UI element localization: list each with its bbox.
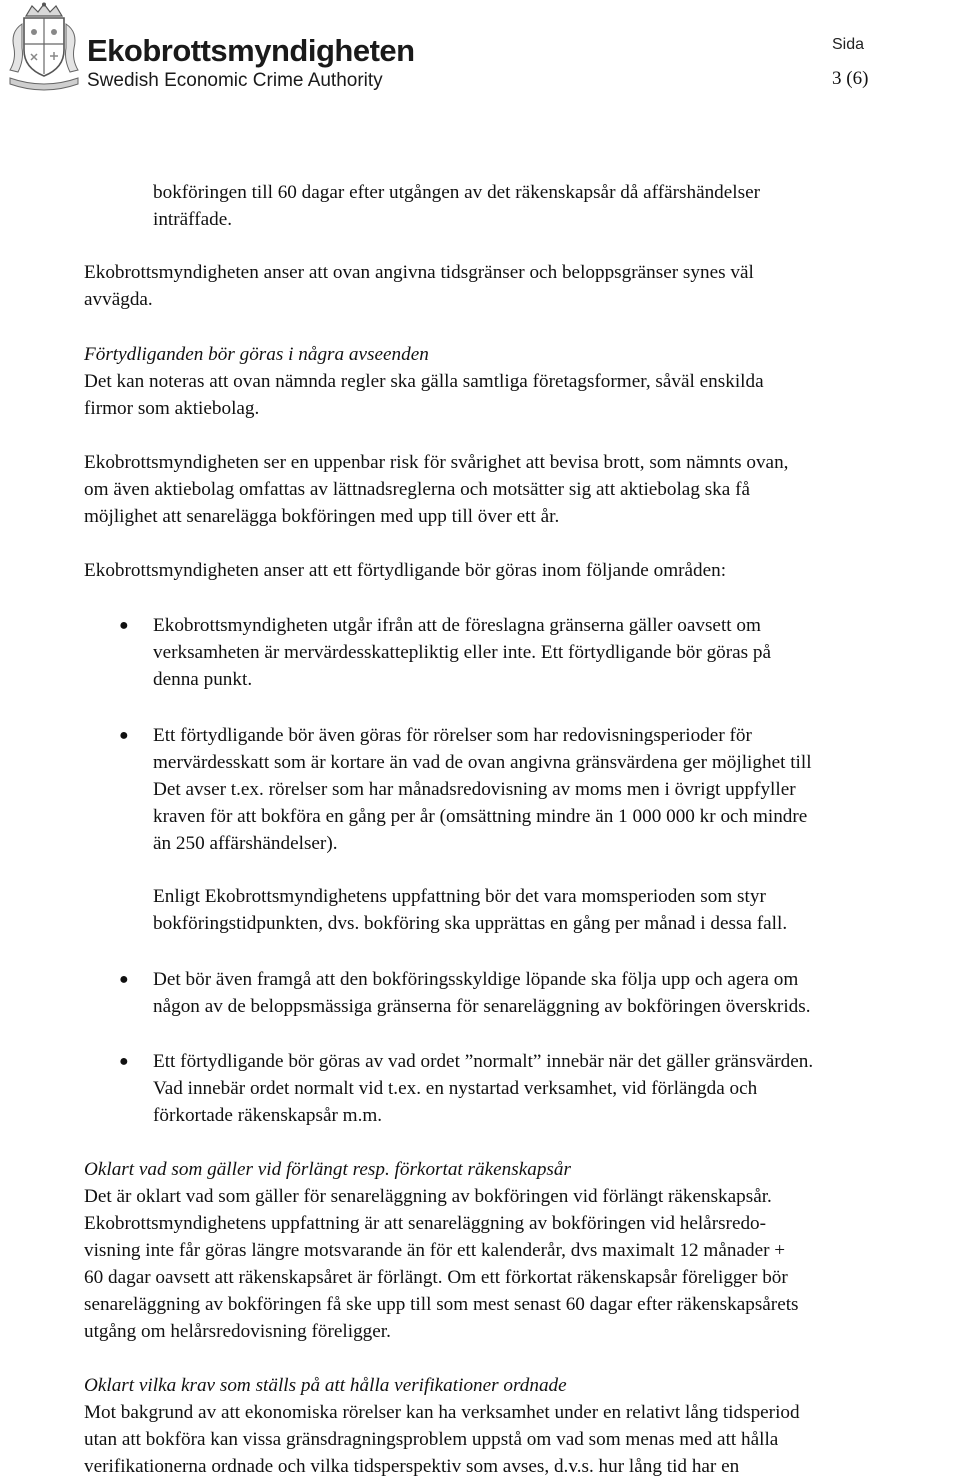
list-item-continuation: Enligt Ekobrottsmyndighetens uppfattning bör det vara momsperioden som styr bokföringstidpunkten, dvs. bokföring ska upprättas en gång per månad i dessa fall. <box>153 886 788 934</box>
brand-name: Ekobrottsmyndigheten <box>87 33 415 68</box>
list-item: Ekobrottsmyndigheten utgår ifrån att de föreslagna gränserna gäller oavsett om verksamheten är mervärdesskattepliktig eller inte. Ett förtydligande bör göras på denna punkt. <box>153 615 772 690</box>
list-item: Ett förtydligande bör göras av vad ordet ”normalt” innebär när det gäller gränsvärden. Vad innebär ordet normalt vid t.ex. en nystartad verksamhet, vid förlängda och förkortade räkenskapsår m.m. <box>153 1051 814 1126</box>
paragraph-fiscal-year: Det är oklart vad som gäller för senareläggning av bokföringen vid förlängt räkenskapsår. Ekobrottsmyndighetens uppfattning är att senareläggning av bokföringen vid helårsredo- visning inte får göras längre motsvarande än för ett kalenderår, dvs maximalt 12 månader + 60 dagar oavsett att räkenskapsåret är förlängt. Om ett förkortat räkenskapsår föreligger bör senareläggning av bokföringen få ske upp till som mest senast 60 dagar efter räkenskapsårets utgång om helårsredovisning föreligger. <box>84 1186 799 1342</box>
bullet-icon: ● <box>119 617 129 634</box>
page-number: 3 (6) <box>832 68 869 89</box>
paragraph-verifications: Mot bakgrund av att ekonomiska rörelser kan ha verksamhet under en relativt lång tidsperiod utan att bokföra kan vissa gränsdragningsproblem uppstå om vad som menas med att hålla verifikationerna ordnade och vilka tidsperspektiv som avses, d.v.s. hur lång tid har en <box>84 1402 800 1477</box>
bullet-icon: ● <box>119 1053 129 1070</box>
brand <box>87 34 415 92</box>
paragraph-company-forms: Det kan noteras att ovan nämnda regler ska gälla samtliga företagsformer, såväl enskilda firmor som aktiebolag. <box>84 371 764 419</box>
bullet-icon: ● <box>119 971 129 988</box>
section-heading-clarifications: Förtydliganden bör göras i några avseenden <box>84 344 429 365</box>
paragraph-areas-intro: Ekobrottsmyndigheten anser att ett förtydligande bör göras inom följande områden: <box>84 560 727 581</box>
paragraph-risk: Ekobrottsmyndigheten ser en uppenbar risk för svårighet att bevisa brott, som nämnts ovan, om även aktiebolag omfattas av lättnadsreglerna och motsätter sig att aktiebolag ska få möjlighet att senarelägga bokföringen med upp till över ett år. <box>84 452 789 527</box>
list-item: Ett förtydligande bör även göras för rörelser som har redovisningsperioder för mervärdesskatt som är kortare än vad de ovan angivna gränsvärdena ger möjlighet till Det avser t.ex. rörelser som har månadsredovisning av moms men i övrigt uppfyller kraven för att bokföra en gång per år (omsättning mindre än 1 000 000 kr och mindre än 250 affärshändelser). <box>153 725 812 854</box>
coat-of-arms-logo <box>4 2 84 92</box>
list-item: Det bör även framgå att den bokföringsskyldige löpande ska följa upp och agera om någon av de beloppsmässiga gränserna för senareläggning av bokföringen överskrids. <box>153 969 811 1017</box>
section-heading-fiscal-year: Oklart vad som gäller vid förlängt resp. förkortat räkenskapsår <box>84 1159 571 1180</box>
bullet-icon: ● <box>119 727 129 744</box>
section-heading-verifications: Oklart vilka krav som ställs på att hålla verifikationer ordnade <box>84 1375 567 1396</box>
paragraph-continuation: bokföringen till 60 dagar efter utgången av det räkenskapsår då affärshändelser inträffade. <box>153 182 761 230</box>
paragraph-assessment: Ekobrottsmyndigheten anser att ovan angivna tidsgränser och beloppsgränser synes väl avvägda. <box>84 262 754 310</box>
page-label: Sida <box>832 36 865 53</box>
brand-subtitle: Swedish Economic Crime Authority <box>87 70 383 91</box>
